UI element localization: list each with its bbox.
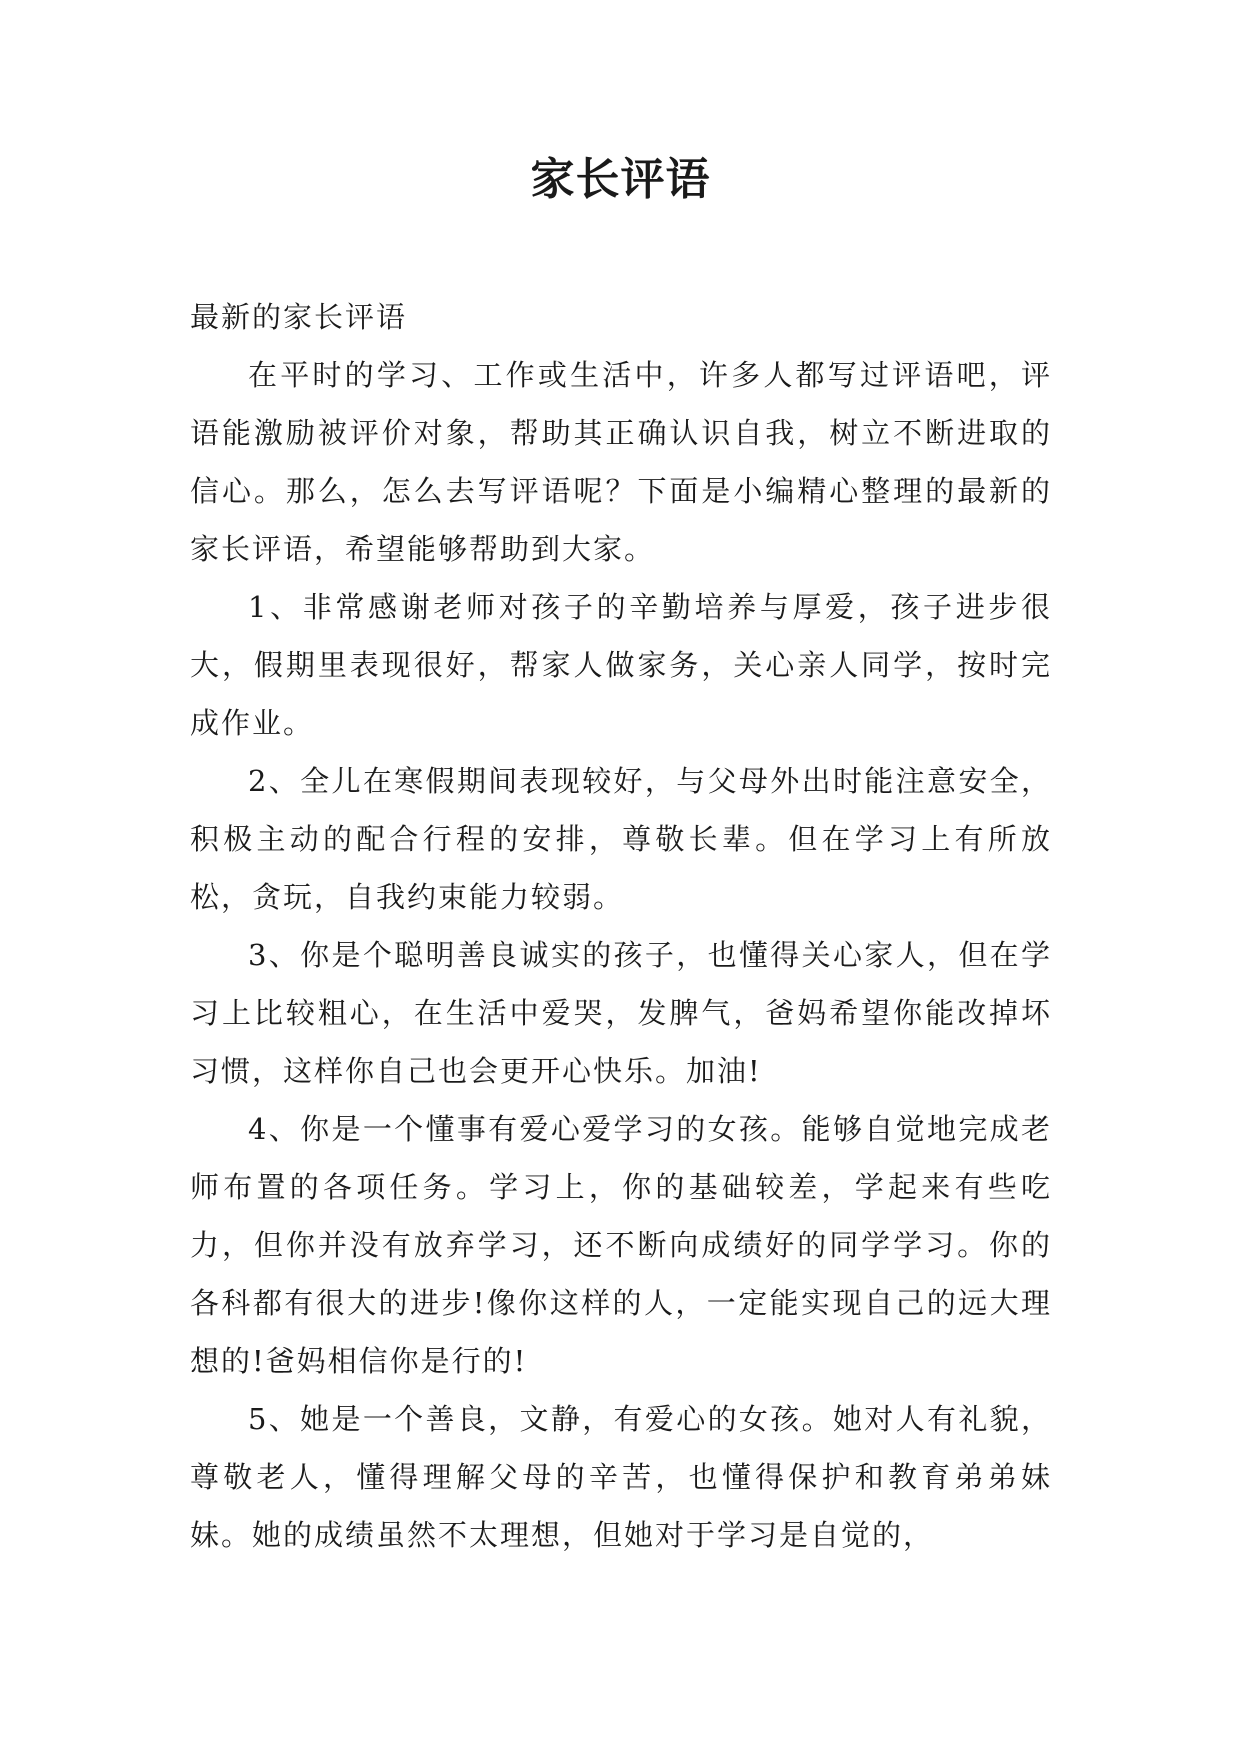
- document-title: 家长评语: [530, 154, 711, 205]
- document-subtitle: 最新的家长评语: [190, 300, 408, 334]
- comment-paragraph-2: 2、全儿在寒假期间表现较好，与父母外出时能注意安全，积极主动的配合行程的安排，尊敬长辈。但在学习上有所放松，贪玩，自我约束能力较弱。: [190, 764, 1052, 914]
- comment-paragraph-5: 5、她是一个善良，文静，有爱心的女孩。她对人有礼貌，尊敬老人，懂得理解父母的辛苦，也懂得保护和教育弟弟妹妹。她的成绩虽然不太理想，但她对于学习是自觉的，: [190, 1402, 1052, 1552]
- intro-paragraph: 在平时的学习、工作或生活中，许多人都写过评语吧，评语能激励被评价对象，帮助其正确认识自我，树立不断进取的信心。那么，怎么去写评语呢？下面是小编精心整理的最新的家长评语，希望能够帮助到大家。: [190, 358, 1052, 566]
- comment-paragraph-3: 3、你是个聪明善良诚实的孩子，也懂得关心家人，但在学习上比较粗心，在生活中爱哭，发脾气，爸妈希望你能改掉坏习惯，这样你自己也会更开心快乐。加油!: [190, 938, 1052, 1088]
- comment-paragraph-1: 1、非常感谢老师对孩子的辛勤培养与厚爱，孩子进步很大，假期里表现很好，帮家人做家务，关心亲人同学，按时完成作业。: [190, 590, 1052, 740]
- comment-paragraph-4: 4、你是一个懂事有爱心爱学习的女孩。能够自觉地完成老师布置的各项任务。学习上，你的基础较差，学起来有些吃力，但你并没有放弃学习，还不断向成绩好的同学学习。你的各科都有很大的进步!像你这样的人，一定能实现自己的远大理想的!爸妈相信你是行的!: [190, 1112, 1052, 1378]
- document-body: [190, 288, 1052, 1564]
